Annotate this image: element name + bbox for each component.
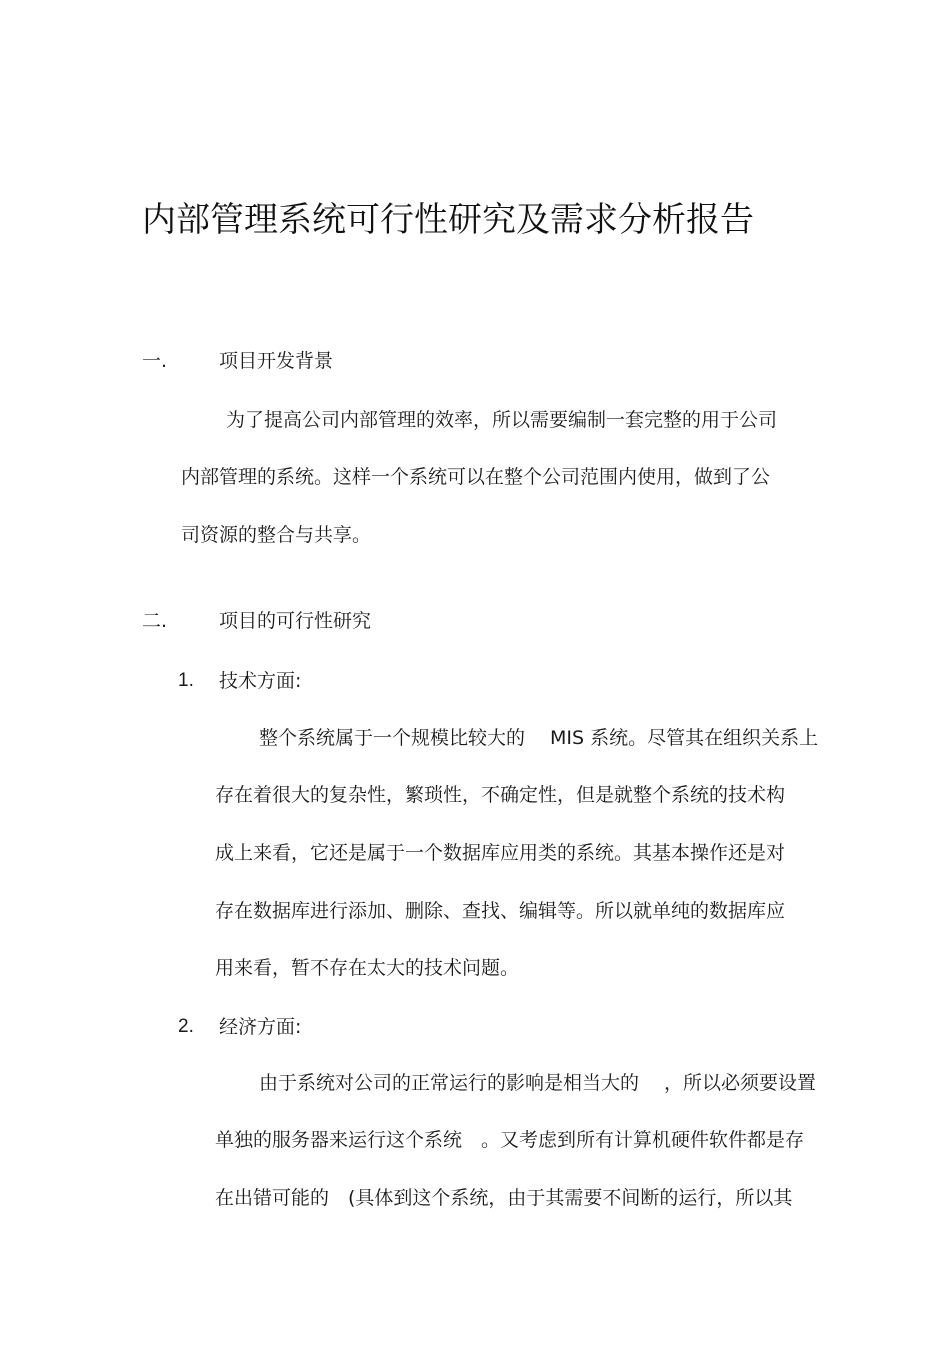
paragraph-line: 整个系统属于一个规模比较大的 MIS 系统。尽管其在组织关系上: [259, 727, 819, 749]
section-number: 二.: [142, 610, 168, 632]
paragraph-line: 存在着很大的复杂性，繁琐性，不确定性，但是就整个系统的技术构: [215, 784, 786, 806]
paragraph-line: 为了提高公司内部管理的效率，所以需要编制一套完整的用于公司: [226, 409, 778, 431]
subsection-number: 1.: [178, 670, 194, 691]
paragraph-line: 司资源的整合与共享。: [181, 524, 372, 546]
section-heading: 项目的可行性研究: [219, 610, 372, 632]
section-heading: 项目开发背景: [219, 350, 334, 372]
paragraph-line: 单独的服务器来运行这个系统 。又考虑到所有计算机硬件软件都是存: [215, 1129, 805, 1151]
document-title: 内部管理系统可行性研究及需求分析报告: [142, 200, 754, 240]
paragraph-line: 内部管理的系统。这样一个系统可以在整个公司范围内使用，做到了公: [181, 466, 771, 488]
section-number: 一.: [142, 350, 168, 372]
paragraph-line: 成上来看，它还是属于一个数据库应用类的系统。其基本操作还是对: [215, 842, 786, 864]
paragraph-line: 存在数据库进行添加、删除、查找、编辑等。所以就单纯的数据库应: [215, 900, 786, 922]
subsection-heading: 经济方面:: [219, 1016, 302, 1038]
paragraph-line: 在出错可能的 (具体到这个系统，由于其需要不间断的运行，所以其: [215, 1187, 793, 1209]
subsection-heading: 技术方面:: [219, 670, 302, 692]
subsection-number: 2.: [178, 1016, 194, 1037]
paragraph-line: 用来看，暂不存在太大的技术问题。: [215, 957, 520, 979]
paragraph-line: 由于系统对公司的正常运行的影响是相当大的 ，所以必须要设置: [259, 1072, 817, 1094]
